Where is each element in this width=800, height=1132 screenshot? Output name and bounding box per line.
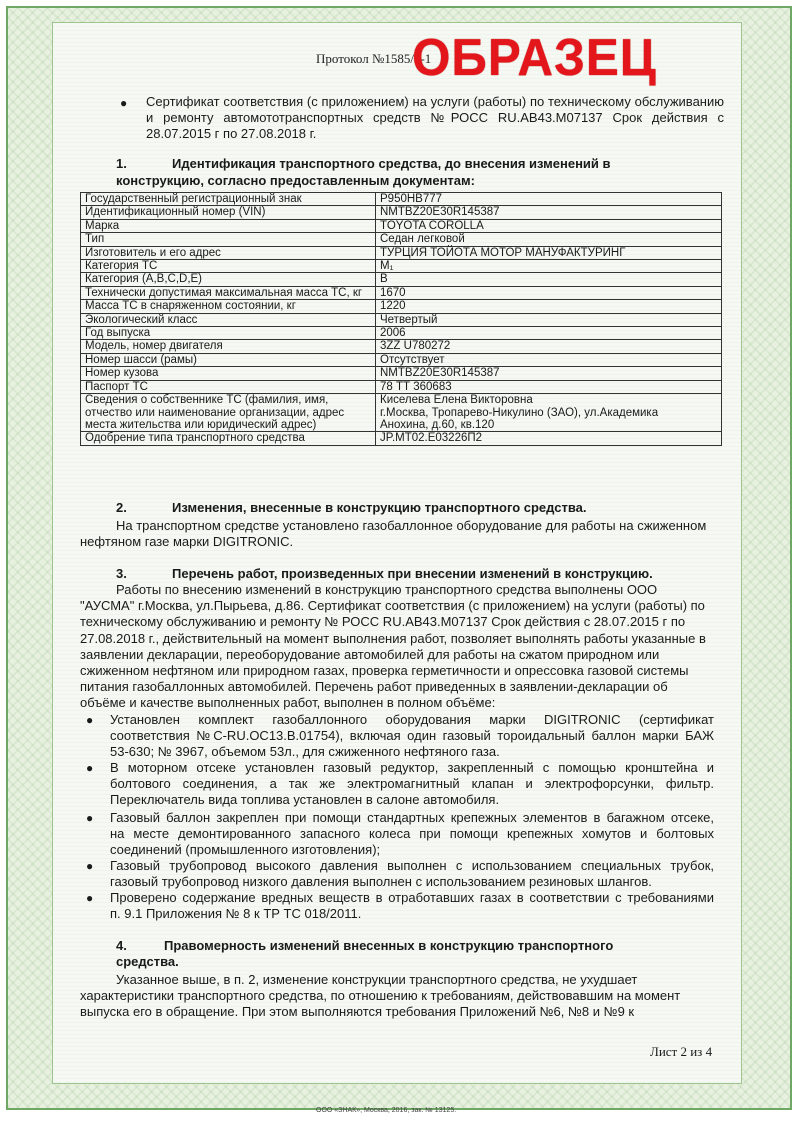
vehicle-identification-table bbox=[80, 192, 722, 446]
row-label: Одобрение типа транспортного средства bbox=[81, 432, 376, 445]
page-number: Лист 2 из 4 bbox=[650, 1044, 713, 1059]
bullet-icon: ● bbox=[86, 811, 94, 825]
row-label: Тип bbox=[81, 233, 376, 246]
owner-value-line: Анохина, д.60, кв.120 bbox=[380, 418, 495, 431]
section2-title: Изменения, внесенные в конструкцию транспортного средства. bbox=[172, 500, 587, 515]
section1-number: 1. bbox=[116, 156, 127, 171]
row-label: Технически допустимая максимальная масса ТС, кг bbox=[81, 286, 376, 299]
row-value: NMTBZ20E30R145387 bbox=[376, 206, 722, 219]
row-label: Изготовитель и его адрес bbox=[81, 246, 376, 259]
section3-text-line: техническому обслуживанию и ремонту № РОСС RU.AB43.M07137 Срок действия с 28.07.2015 г по bbox=[80, 614, 686, 630]
work-item-line: Проверено содержание вредных веществ в отработавших газах в соответствии с требованиями bbox=[110, 890, 714, 905]
row-value: Р950НВ777 bbox=[376, 193, 722, 206]
owner-value bbox=[376, 394, 722, 432]
table-row-owner bbox=[81, 394, 722, 432]
work-item-line: на месте демонтированного запасного колеса при помощи крепежных хомутов и болтовых bbox=[110, 826, 714, 842]
table-row bbox=[81, 340, 722, 353]
row-label: Номер шасси (рамы) bbox=[81, 353, 376, 366]
bullet-icon: ● bbox=[86, 859, 94, 873]
row-value: ТУРЦИЯ ТОЙОТА МОТОР МАНУФАКТУРИНГ bbox=[376, 246, 722, 259]
row-value: 1220 bbox=[376, 300, 722, 313]
owner-label-line: места жительства или юридический адрес) bbox=[85, 418, 317, 431]
owner-label bbox=[81, 394, 376, 432]
work-item-line: Установлен комплект газобаллонного оборудования марки DIGITRONIC (сертификат bbox=[110, 712, 714, 727]
row-label: Категория (А,В,С,D,E) bbox=[81, 273, 376, 286]
owner-label-line: отчество или наименование организации, адрес bbox=[85, 406, 345, 419]
row-value: В bbox=[376, 273, 722, 286]
row-label: Год выпуска bbox=[81, 327, 376, 340]
protocol-number: Протокол №1585/5-1 bbox=[316, 51, 432, 66]
work-item-line: соответствия №C-RU.OC13.B.01754), включая один газовый тороидальный баллон марки БАЖ bbox=[110, 728, 714, 744]
section3-text-line: объёме и качестве выполненных работ, выполнен в полном объёме: bbox=[80, 695, 496, 711]
row-label: Государственный регистрационный знак bbox=[81, 193, 376, 206]
section3-text-line: 27.08.2018 г., действительный на момент выполнения работ, позволяет выполнять работы указанные в bbox=[80, 630, 706, 646]
row-label: Категория ТС bbox=[81, 260, 376, 273]
row-label: Паспорт ТС bbox=[81, 380, 376, 393]
table-row bbox=[81, 246, 722, 259]
section2-text-line2: нефтяном газе марки DIGITRONIC. bbox=[80, 534, 294, 549]
section1-title-line2: конструкцию, согласно предоставленным документам: bbox=[116, 173, 475, 188]
work-item-line: газовый трубопровод низкого давления выполнен с использованием резиновых шлангов. bbox=[110, 874, 652, 890]
row-value: 78 ТТ 360683 bbox=[376, 380, 722, 393]
bullet-icon: ● bbox=[86, 891, 94, 905]
owner-value-line: Киселева Елена Викторовна bbox=[380, 394, 533, 407]
row-label: Марка bbox=[81, 219, 376, 232]
work-item-line: болтового соединения, а так же электромагнитный клапан и электрофорсунки, фильтр. bbox=[110, 776, 714, 792]
row-label: Экологический класс bbox=[81, 313, 376, 326]
row-value: Четвертый bbox=[376, 313, 722, 326]
section2-number: 2. bbox=[116, 500, 127, 515]
work-item-line: 53-630; № 3967, объемом 53л., для сжиженного нефтяного газа. bbox=[110, 744, 500, 760]
table-row bbox=[81, 233, 722, 246]
table-row bbox=[81, 300, 722, 313]
section3-title: Перечень работ, произведенных при внесении изменений в конструкцию. bbox=[172, 566, 653, 581]
section4-title-line2: средства. bbox=[116, 954, 179, 969]
table-row bbox=[81, 286, 722, 299]
owner-label-line: Сведения о собственнике ТС (фамилия, имя, bbox=[85, 394, 329, 407]
section3-text-line: "АУСМА" г.Москва, ул.Пырьева, д.86. Сертификат соответствия (с приложением) на услуги (работы) по bbox=[80, 598, 705, 614]
section2-text-line1: На транспортном средстве установлено газобаллонное оборудование для работы на сжиженном bbox=[116, 518, 707, 533]
bullet-icon: ● bbox=[86, 761, 94, 775]
row-value: NMTBZ20E30R145387 bbox=[376, 367, 722, 380]
intro-certificate-text: Сертификат соответствия (с приложением) на услуги (работы) по техническому обслуживанию и ремонту автомототранспортных средств №РОСС RU.АВ43.М07137 Срок действия с 28.07.2015 г по 27.08.2018 г. bbox=[146, 94, 724, 142]
section3-text-line: заявлении декларации, переоборудование автомобилей для работы на сжатом природном или bbox=[80, 646, 660, 662]
table-row bbox=[81, 313, 722, 326]
section4-title-line1: Правомерность изменений внесенных в конструкцию транспортного bbox=[164, 938, 614, 953]
bullet-icon: ● bbox=[86, 713, 94, 727]
table-row bbox=[81, 273, 722, 286]
table-row bbox=[81, 380, 722, 393]
table-row bbox=[81, 353, 722, 366]
table-row bbox=[81, 219, 722, 232]
printer-imprint: ООО «ЗНАК», Москва, 2016, зак. № 13125. bbox=[316, 1107, 457, 1114]
row-value: Отсутствует bbox=[376, 353, 722, 366]
bullet-icon: ● bbox=[120, 96, 128, 110]
work-item-line: В моторном отсеке установлен газовый редуктор, закрепленный с помощью кронштейна и bbox=[110, 760, 714, 775]
table-row bbox=[81, 367, 722, 380]
section3-text-line: Работы по внесению изменений в конструкцию транспортного средства выполнены ООО bbox=[116, 582, 658, 597]
table-row bbox=[81, 327, 722, 340]
row-value: 3ZZ U780272 bbox=[376, 340, 722, 353]
section4-text-line1: Указанное выше, в п. 2, изменение конструкции транспортного средства, не ухудшает bbox=[116, 972, 638, 987]
work-item-line: Газовый баллон закреплен при помощи стандартных крепежных элементов в багажном отсеке, bbox=[110, 810, 714, 825]
row-value: 1670 bbox=[376, 286, 722, 299]
row-value: М₁ bbox=[376, 260, 722, 273]
row-label: Модель, номер двигателя bbox=[81, 340, 376, 353]
section3-text-line: сжиженном нефтяном или природном газах, проверка герметичности и опрессовка газовой системы bbox=[80, 663, 689, 678]
owner-value-line: г.Москва, Тропарево-Никулино (ЗАО), ул.Академика bbox=[380, 406, 659, 419]
work-item-line: соединений (промышленного изготовления); bbox=[110, 842, 381, 858]
row-value: JP.MT02.E03226П2 bbox=[376, 432, 722, 445]
sample-stamp: ОБРАЗЕЦ bbox=[412, 29, 657, 87]
row-label: Идентификационный номер (VIN) bbox=[81, 206, 376, 219]
section3-text-line: питания газобаллонных автомобилей. Перечень работ приведенных в заявлении-декларации об bbox=[80, 679, 668, 695]
row-value: Седан легковой bbox=[376, 233, 722, 246]
table-row bbox=[81, 432, 722, 445]
work-item-line: Газовый трубопровод высокого давления выполнен с использованием специальных трубок, bbox=[110, 858, 714, 873]
table-row bbox=[81, 260, 722, 273]
work-item-line: Переключатель вида топлива установлен в салоне автомобиля. bbox=[110, 792, 500, 808]
section1-title-line1: Идентификация транспортного средства, до внесения изменений в bbox=[172, 156, 611, 171]
row-label: Номер кузова bbox=[81, 367, 376, 380]
section4-text-line2: характеристики транспортного средства, по отношению к требованиям, действовавшим на момент bbox=[80, 988, 681, 1003]
section4-text-line3: выпуска его в обращение. При этом выполняются требования Приложений №6, №8 и №9 к bbox=[80, 1004, 635, 1019]
row-value: TOYOTA COROLLA bbox=[376, 219, 722, 232]
row-label: Масса ТС в снаряженном состоянии, кг bbox=[81, 300, 376, 313]
table-row bbox=[81, 206, 722, 219]
section3-number: 3. bbox=[116, 566, 127, 581]
work-item-line: п. 9.1 Приложения № 8 к ТР ТС 018/2011. bbox=[110, 906, 362, 922]
table-row bbox=[81, 193, 722, 206]
section4-number: 4. bbox=[116, 938, 127, 953]
row-value: 2006 bbox=[376, 327, 722, 340]
